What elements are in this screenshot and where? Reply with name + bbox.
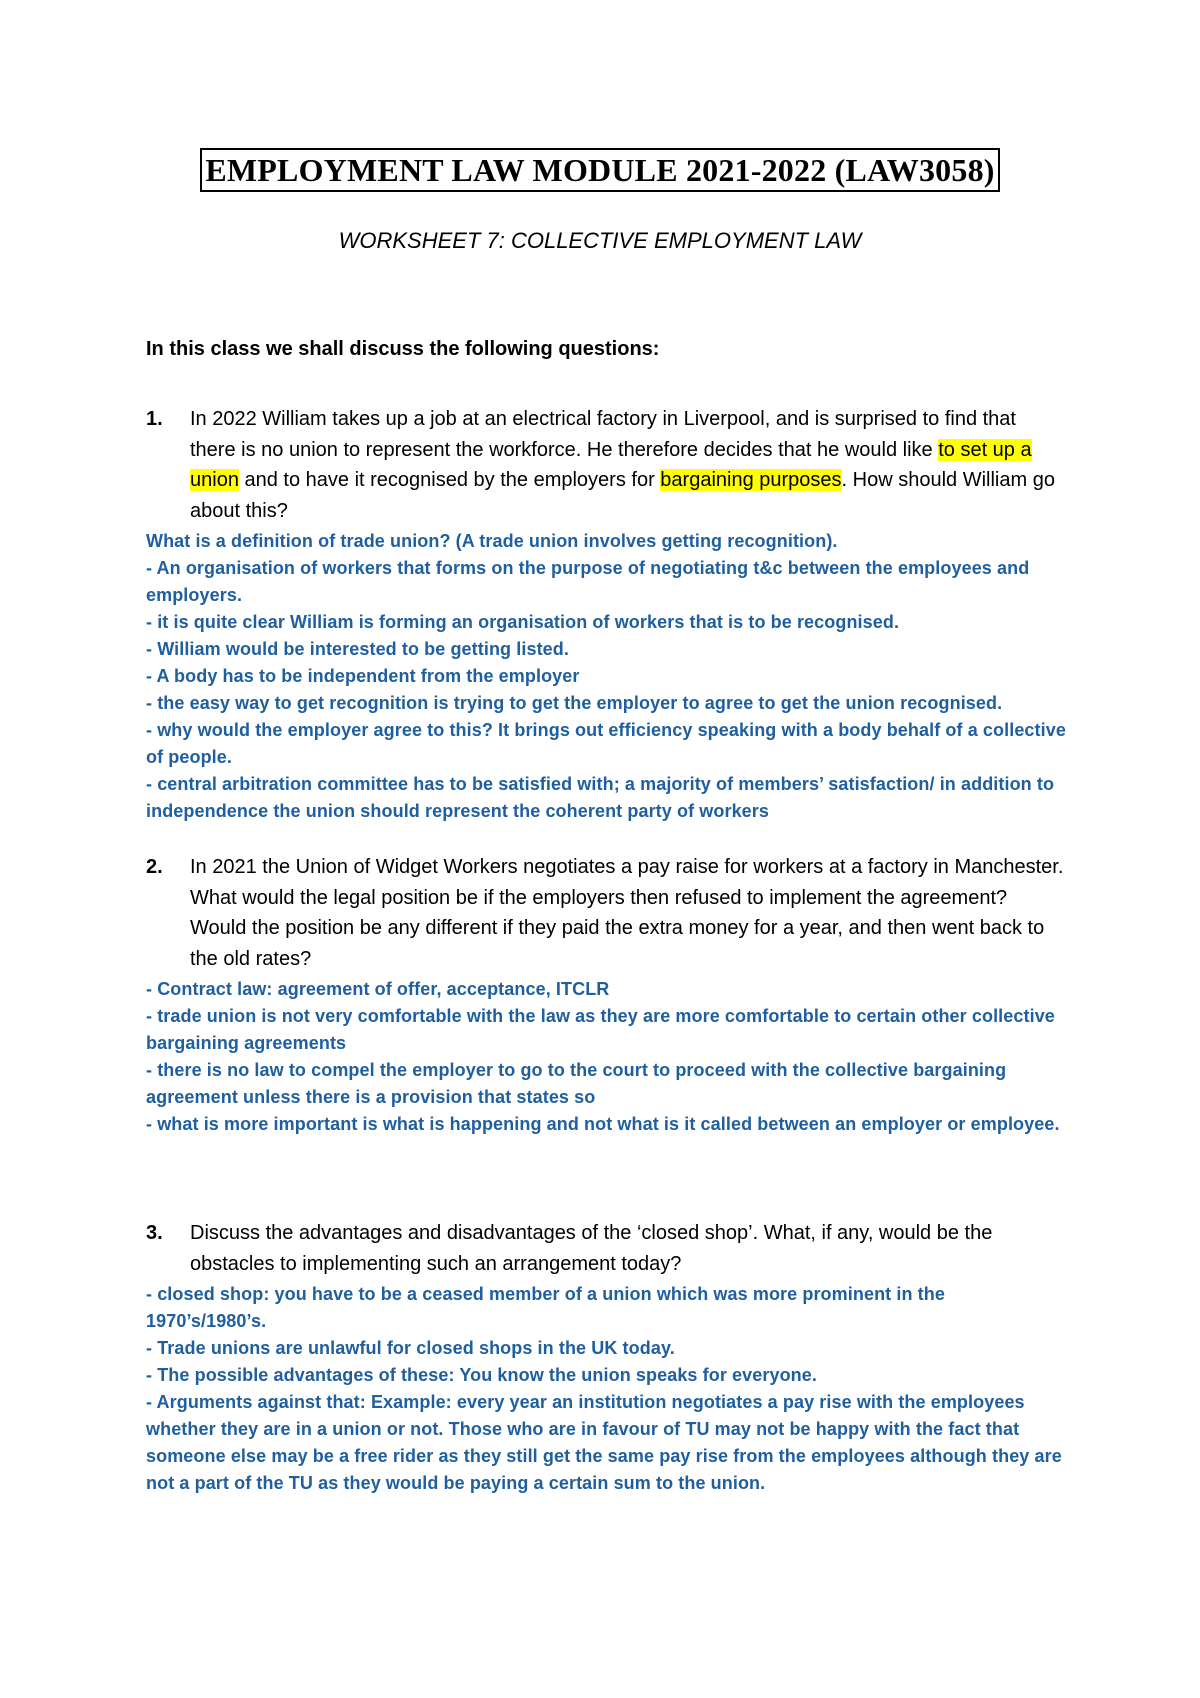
question-text-part: In 2022 William takes up a job at an electrical factory in Liverpool, and is surprised to find that there is no union to represent the workforce. He therefore decides that he would like <box>190 408 1016 461</box>
question-text: Discuss the advantages and disadvantages of the ‘closed shop’. What, if any, would be the obstacles to implementing such an arrangement today? <box>190 1222 993 1275</box>
note-line: - The possible advantages of these: You know the union speaks for everyone. <box>146 1365 817 1385</box>
question-3 <box>146 1218 1066 1497</box>
question-text <box>190 404 1066 526</box>
answer-notes <box>146 1281 1066 1497</box>
note-line: - why would the employer agree to this? It brings out efficiency speaking with a body behalf of a collective of people. <box>146 720 1066 767</box>
note-line: - trade union is not very comfortable with the law as they are more comfortable to certain other collective bargaining agreements <box>146 1006 1055 1053</box>
question-text-part: and to have it recognised by the employers for <box>238 469 661 491</box>
intro-text: In this class we shall discuss the following questions: <box>146 338 660 360</box>
note-line: What is a definition of trade union? (A trade union involves getting recognition). <box>146 531 838 551</box>
note-line: - the easy way to get recognition is trying to get the employer to agree to get the union recognised. <box>146 693 1003 713</box>
highlighted-text: union <box>190 469 239 491</box>
document-title: EMPLOYMENT LAW MODULE 2021-2022 (LAW3058) <box>200 148 999 192</box>
question-1 <box>146 404 1066 825</box>
note-line: - Arguments against that: Example: every year an institution negotiates a pay rise with the employees whether they are in a union or not. Those who are in favour of TU may not be happy with the fact that someone else may be a free rider as they still get the same pay rise from the employees although they are not a part of the TU as they would be paying a certain sum to the union. <box>146 1392 1062 1493</box>
highlighted-text: bargaining purposes <box>660 469 842 491</box>
question-number: 2. <box>146 856 163 878</box>
worksheet-subtitle: WORKSHEET 7: COLLECTIVE EMPLOYMENT LAW <box>338 228 862 253</box>
title-container <box>0 148 1200 192</box>
note-line: - what is more important is what is happening and not what is it called between an employer or employee. <box>146 1114 1060 1134</box>
note-line: - A body has to be independent from the employer <box>146 666 580 686</box>
note-line: - William would be interested to be getting listed. <box>146 639 569 659</box>
note-line: - closed shop: you have to be a ceased member of a union which was more prominent in the 1970’s/1980’s. <box>146 1284 945 1331</box>
note-line: - An organisation of workers that forms on the purpose of negotiating t&c between the employees and employers. <box>146 558 1030 605</box>
note-line: - central arbitration committee has to be satisfied with; a majority of members’ satisfaction/ in addition to independence the union should represent the coherent party of workers <box>146 774 1055 821</box>
question-2 <box>146 852 1066 1138</box>
note-line: - Contract law: agreement of offer, acceptance, ITCLR <box>146 979 610 999</box>
note-line: - it is quite clear William is forming an organisation of workers that is to be recognised. <box>146 612 900 632</box>
question-number: 1. <box>146 408 163 430</box>
highlighted-text: to set up a <box>938 438 1032 461</box>
answer-notes <box>146 976 1066 1138</box>
note-line: - Trade unions are unlawful for closed shops in the UK today. <box>146 1338 675 1358</box>
question-text: In 2021 the Union of Widget Workers negotiates a pay raise for workers at a factory in Manchester. What would the legal position be if the employers then refused to implement the agreement? Would the position be any different if they paid the extra money for a year, and then went back to the old rates? <box>190 856 1064 970</box>
question-text-part: . How should William go about this? <box>190 469 1055 522</box>
question-number: 3. <box>146 1222 163 1244</box>
note-line: - there is no law to compel the employer to go to the court to proceed with the collective bargaining agreement unless there is a provision that states so <box>146 1060 1007 1107</box>
answer-notes <box>146 528 1066 825</box>
